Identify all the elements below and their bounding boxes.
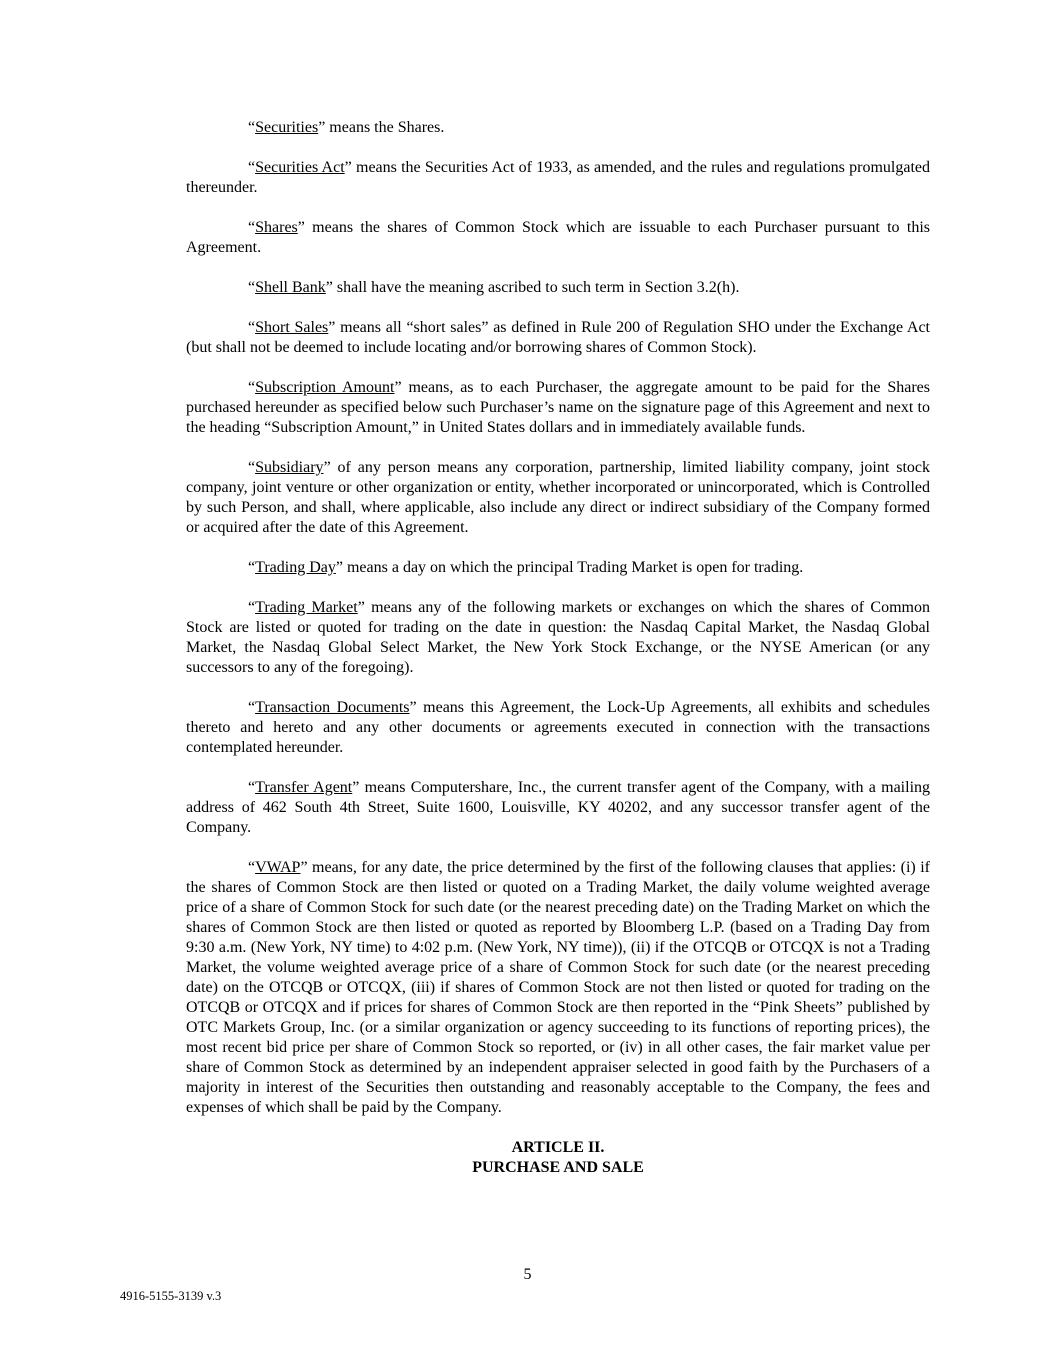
definition-text: ” of any person means any corporation, partnership, limited liability company, joint stock company, joint venture or other organization or entity, whether incorporated or unincorporated, which is Controlled by such Person, and shall, where applicable, also include any direct or indirect subsidiary of the Company formed or acquired after the date of this Agreement. xyxy=(186,459,930,536)
open-quote: “ xyxy=(248,379,256,396)
definition-text: ” means, as to each Purchaser, the aggregate amount to be paid for the Shares purchased hereunder as specified below such Purchaser’s name on the signature page of this Agreement and next to the heading “Subscription Amount,” in United States dollars and in immediately available funds. xyxy=(186,379,931,436)
definition-transaction-documents xyxy=(186,698,930,758)
open-quote: “ xyxy=(248,119,256,136)
definition-text: ” means this Agreement, the Lock-Up Agreements, all exhibits and schedules thereto and hereto and any other documents or agreements executed in connection with the transactions contemplated hereunder. xyxy=(186,699,930,756)
definition-short-sales xyxy=(186,318,930,358)
definition-trading-market xyxy=(186,598,930,678)
open-quote: “ xyxy=(248,559,256,576)
document-id-footer: 4916-5155-3139 v.3 xyxy=(120,1289,222,1303)
page-number: 5 xyxy=(523,1266,532,1283)
defined-term: Securities Act xyxy=(255,159,345,176)
open-quote: “ xyxy=(248,859,256,876)
definition-text: ” means the shares of Common Stock which are issuable to each Purchaser pursuant to this Agreement. xyxy=(186,219,930,256)
open-quote: “ xyxy=(248,599,256,616)
definition-vwap xyxy=(186,858,930,1118)
open-quote: “ xyxy=(248,159,256,176)
defined-term: Trading Market xyxy=(255,599,358,616)
defined-term: Shares xyxy=(255,219,298,236)
definition-text: ” means the Shares. xyxy=(318,119,445,136)
defined-term: Short Sales xyxy=(255,319,329,336)
open-quote: “ xyxy=(248,699,256,716)
open-quote: “ xyxy=(248,219,256,236)
definition-securities-act xyxy=(186,158,930,198)
article-heading-number: ARTICLE II. xyxy=(511,1139,605,1156)
definition-shares xyxy=(186,218,930,258)
definition-subscription-amount xyxy=(186,378,930,438)
definition-text: ” shall have the meaning ascribed to such term in Section 3.2(h). xyxy=(325,279,740,296)
definition-text: ” means the Securities Act of 1933, as amended, and the rules and regulations promulgated thereunder. xyxy=(186,159,930,196)
defined-term: Securities xyxy=(255,119,319,136)
definition-text: ” means Computershare, Inc., the current transfer agent of the Company, with a mailing address of 462 South 4th Street, Suite 1600, Louisville, KY 40202, and any successor transfer agent of the Company. xyxy=(186,779,931,836)
definition-trading-day xyxy=(186,558,930,578)
defined-term: VWAP xyxy=(255,859,301,876)
defined-term: Transaction Documents xyxy=(255,699,410,716)
open-quote: “ xyxy=(248,459,256,476)
definitions-section xyxy=(186,118,930,1178)
defined-term: Subsidiary xyxy=(255,459,324,476)
definition-text: ” means any of the following markets or exchanges on which the shares of Common Stock are listed or quoted for trading on the date in question: the Nasdaq Capital Market, the Nasdaq Global Market, the Nasdaq Global Select Market, the New York Stock Exchange, or the NYSE American (or any successors to any of the foregoing). xyxy=(186,599,930,676)
open-quote: “ xyxy=(248,319,256,336)
definition-subsidiary xyxy=(186,458,930,538)
definition-text: ” means a day on which the principal Trading Market is open for trading. xyxy=(335,559,804,576)
definition-text: ” means all “short sales” as defined in Rule 200 of Regulation SHO under the Exchange Act (but shall not be deemed to include locating and/or borrowing shares of Common Stock). xyxy=(186,319,931,356)
article-heading-title: PURCHASE AND SALE xyxy=(472,1159,644,1176)
definition-transfer-agent xyxy=(186,778,930,838)
definition-shell-bank xyxy=(186,278,930,298)
defined-term: Shell Bank xyxy=(255,279,326,296)
definition-text: ” means, for any date, the price determined by the first of the following clauses that applies: (i) if the shares of Common Stock are then listed or quoted on a Trading Market, the daily volume weighted average price of a share of Common Stock for such date (or the nearest preceding date) on the Trading Market on which the shares of Common Stock are then listed or quoted as reported by Bloomberg L.P. (based on a Trading Day from 9:30 a.m. (New York, NY time) to 4:02 p.m. (New York, NY time)), (ii) if the OTCQB or OTCQX is not a Trading Market, the volume weighted average price of a share of Common Stock for such date (or the nearest preceding date) on the OTCQB or OTCQX, (iii) if shares of Common Stock are not then listed or quoted for trading on the OTCQB or OTCQX and if prices for shares of Common Stock are then reported in the “Pink Sheets” published by OTC Markets Group, Inc. (or a similar organization or agency succeeding to its functions of reporting prices), the most recent bid price per share of Common Stock so reported, or (iv) in all other cases, the fair market value per share of Common Stock as determined by an independent appraiser selected in good faith by the Purchasers of a majority in interest of the Securities then outstanding and reasonably acceptable to the Company, the fees and expenses of which shall be paid by the Company. xyxy=(186,859,930,1116)
defined-term: Transfer Agent xyxy=(255,779,353,796)
open-quote: “ xyxy=(248,779,256,796)
article-heading xyxy=(186,1138,930,1178)
definition-securities xyxy=(186,118,930,138)
open-quote: “ xyxy=(248,279,256,296)
defined-term: Subscription Amount xyxy=(255,379,395,396)
defined-term: Trading Day xyxy=(255,559,336,576)
